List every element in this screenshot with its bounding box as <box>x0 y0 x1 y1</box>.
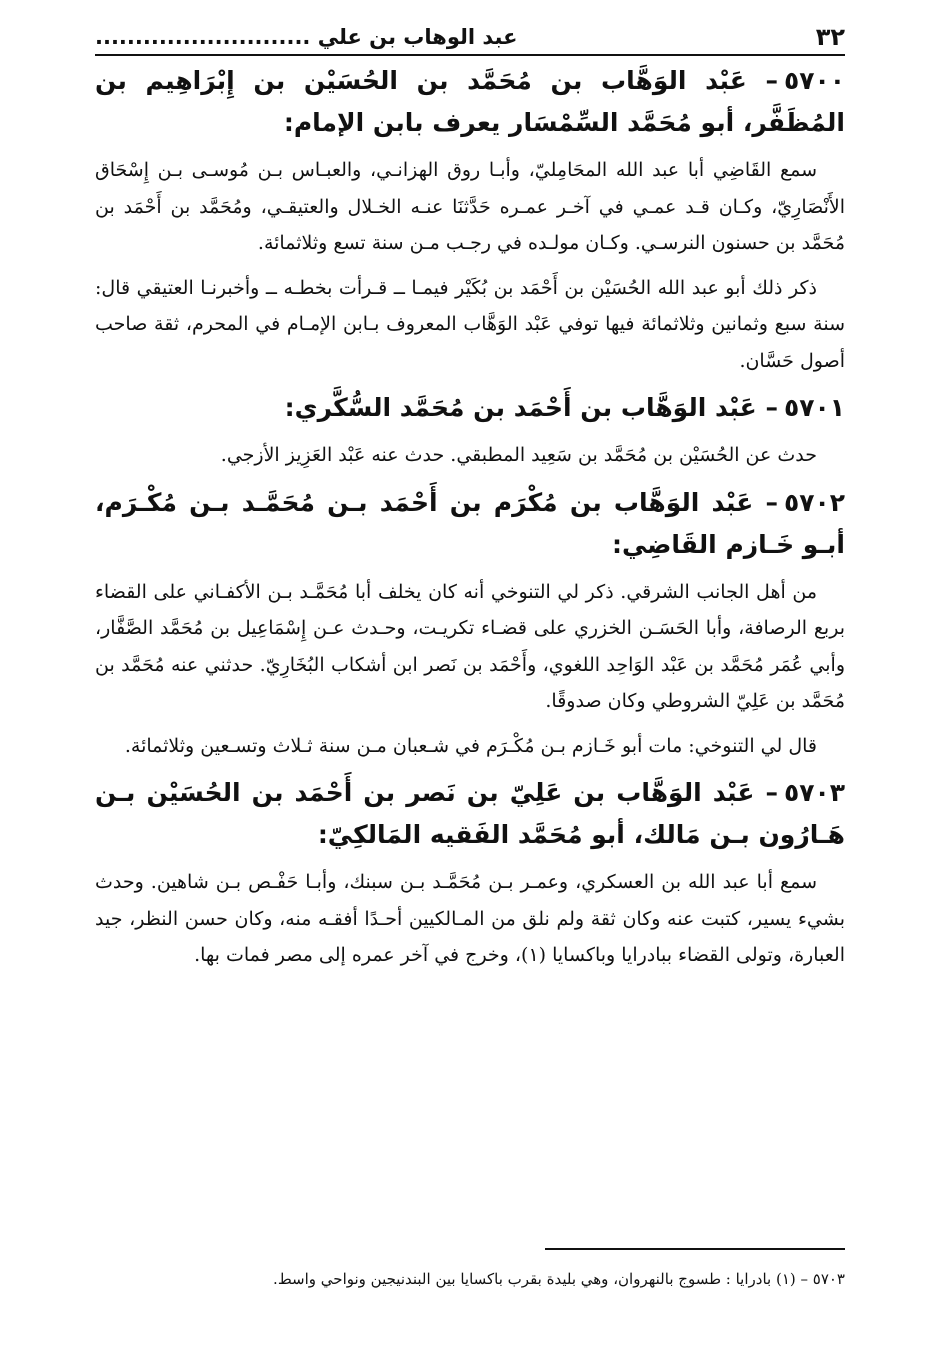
entry-title <box>95 60 845 144</box>
entry-title <box>95 772 845 856</box>
entry-heading: – عَبْد الوَهَّاب بن مُحَمَّد بن الحُسَيْن بن إِبْرَاهِيم بن المُظَفَّر، أبو مُحَمَّد السِّمْسَار يعرف بابن الإمام: <box>95 66 845 137</box>
footnote-divider <box>545 1248 845 1250</box>
book-page <box>95 22 845 982</box>
entry-paragraph: قال لي التنوخي: مات أبو خَـازم بـن مُكْـرَم في شـعبان مـن سنة ثـلاث وتسـعين وثلاثمائة. <box>124 734 817 757</box>
page-header <box>95 22 845 56</box>
biography-entry <box>95 387 845 474</box>
biography-entry <box>95 772 845 974</box>
entry-number: ٥٧٠٣ <box>783 778 845 807</box>
entry-number: ٥٧٠٢ <box>783 487 845 517</box>
entry-paragraph: من أهل الجانب الشرقي. ذكر لي التنوخي أنه كان يخلف أبا مُحَمَّـد بـن الأكفـاني على القضاء بربع الرصافة، وأبا الحَسَـن الخزري على قضـاء تكريـت، وحـدث عـن إِسْمَاعِيل بن مُحَمَّد الصَّفَّار، وأبي عُمَر مُحَمَّد بن عَبْد الوَاحِد اللغوي، وأَحْمَد بن نَصر ابن أشكاب البُخَارِيّ. حدثني عنه مُحَمَّد بن مُحَمَّد بن عَلِيّ الشروطي وكان صدوقًا. <box>95 580 845 712</box>
entry-heading: – عَبْد الوَهَّاب بن أَحْمَد بن مُحَمَّد السُّكَّري: <box>284 393 778 422</box>
entry-title <box>95 387 845 429</box>
footnote: ٥٧٠٣ – (١) بادرايا : طسوج بالنهروان، وهي بليدة بقرب باكسايا بين البندنيجين ونواحي واسط. <box>273 1270 845 1288</box>
running-title: عبد الوهاب بن علي ........................... <box>95 25 518 49</box>
biography-entry <box>95 482 845 765</box>
entry-heading: – عَبْد الوَهَّاب بن مُكْرَم بن أَحْمَد بـن مُحَمَّـد بـن مُكْـرَم، أبـو خَـازم القَاضِي: <box>95 487 845 559</box>
entry-paragraph: سمع القَاضِي أبا عبد الله المحَامِليّ، وأبـا روق الهزانـي، والعبـاس بـن مُوسـى بـن إِسْحَاق الأَنْصَارِيّ، وكـان قـد عمـي في آخـر عمـره حَدَّثنَا عنـه الخـلال والعتيقـي، ومُحَمَّد بن أَحْمَد بن مُحَمَّد بن حسنون النرسـي. وكـان مولـده في رجـب مـن سنة تسع وثلاثمائة. <box>95 159 845 254</box>
footnotes-section <box>95 1248 845 1308</box>
entry-paragraph: ذكر ذلك أبو عبد الله الحُسَيْن بن أَحْمَد بن بُكَيْر فيمـا ــ قـرأت بخطـه ــ وأخبرنـا العتيقي قال: سنة سبع وثمانين وثلاثمائة فيها توفي عَبْد الوَهَّاب المعروف بـابن الإمـام في المحرم، ثقة صاحب أصول حَسَّان. <box>95 276 845 372</box>
page-number: ٣٢ <box>815 23 845 51</box>
biography-entry <box>95 60 845 379</box>
entry-number: ٥٧٠٠ <box>783 66 845 95</box>
entry-number: ٥٧٠١ <box>783 393 845 422</box>
entry-heading: – عَبْد الوَهَّاب بن عَلِيّ بن نَصر بن أَحْمَد بن الحُسَيْن بـن هَـارُون بـن مَالك، أبو مُحَمَّد الفَقيه المَالكِيّ: <box>95 778 845 849</box>
entry-paragraph: سمع أبا عبد الله بن العسكري، وعمـر بـن مُحَمَّـد بـن سبنك، وأبـا حَفْـص بـن شاهين. وحدث بشيء يسير، كتبت عنه وكان ثقة ولم نلق من المـالكيين أحـدًا أفقـه منه، وكان حسن النظر، جيد العبارة، وتولى القضاء ببادرايا وباكسايا (١)، وخرج في آخر عمره إلى مصر فمات بها. <box>95 871 845 966</box>
entry-paragraph: حدث عن الحُسَيْن بن مُحَمَّد بن سَعِيد المطبقي. حدث عنه عَبْد العَزِيز الأزجي. <box>220 444 817 466</box>
entry-title <box>95 482 845 566</box>
